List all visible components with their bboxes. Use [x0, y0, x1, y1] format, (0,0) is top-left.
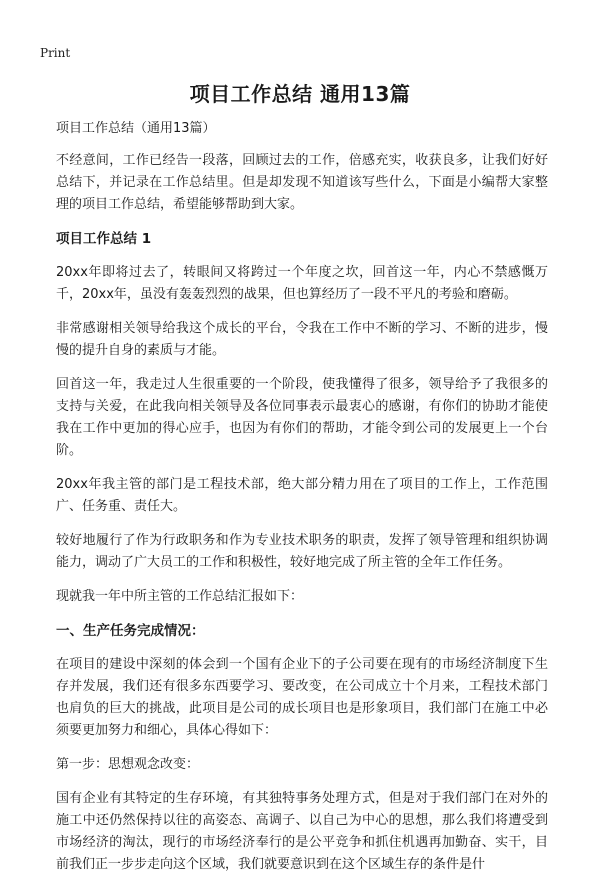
paragraph: 20xx年即将过去了，转眼间又将跨过一个年度之坎，回首这一年，内心不禁感慨万千，20xx年，虽没有轰轰烈烈的战果，但也算经历了一段不平凡的考验和磨砺。	[56, 265, 548, 302]
document-subtitle: 项目工作总结（通用13篇）	[56, 121, 216, 136]
paragraph: 第一步：思想观念改变：	[56, 757, 200, 772]
document-body	[56, 118, 548, 888]
paragraph: 国有企业有其特定的生存环境，有其独特事务处理方式，但是对于我们部门在对外的施工中还仍然保持以往的高姿态、高调子、以自己为中心的思想，那么我们将遭受到市场经济的淘汰，现行的市场经济奉行的是公平竞争和抓住机遇再加勤奋、实干，目前我们正一步步走向这个区域，我们就要意识到在这个区域生存的条件是什	[56, 791, 548, 872]
paragraph: 回首这一年，我走过人生很重要的一个阶段，使我懂得了很多，领导给予了我很多的支持与关爱，在此我向相关领导及各位同事表示最衷心的感谢，有你们的协助才能使我在工作中更加的得心应手，也因为有你们的帮助，才能令到公司的发展更上一个台阶。	[56, 377, 548, 458]
document-title: 项目工作总结 通用13篇	[189, 82, 411, 106]
intro-paragraph: 不经意间，工作已经告一段落，回顾过去的工作，倍感充实，收获良多，让我们好好总结下，并记录在工作总结里。但是却发现不知道该写些什么，下面是小编帮大家整理的项目工作总结，希望能够帮助到大家。	[56, 153, 548, 212]
paragraph: 较好地履行了作为行政职务和作为专业技术职务的职责，发挥了领导管理和组织协调能力，调动了广大员工的工作和积极性，较好地完成了所主管的全年工作任务。	[56, 533, 548, 570]
paragraph: 20xx年我主管的部门是工程技术部，绝大部分精力用在了项目的工作上，工作范围广、任务重、责任大。	[56, 477, 548, 514]
print-label: Print	[40, 46, 71, 60]
section-heading-2: 一、生产任务完成情况：	[56, 623, 205, 639]
paragraph: 在项目的建设中深刻的体会到一个国有企业下的子公司要在现有的市场经济制度下生存并发展，我们还有很多东西要学习、要改变，在公司成立十个月来，工程技术部门也肩负的巨大的挑战，此项目是公司的成长项目也是形象项目，我们部门在施工中必须要更加努力和细心，具体心得如下：	[56, 657, 548, 738]
paragraph: 现就我一年中所主管的工作总结汇报如下：	[56, 589, 304, 604]
paragraph: 非常感谢相关领导给我这个成长的平台，令我在工作中不断的学习、不断的进步，慢慢的提升自身的素质与才能。	[56, 321, 548, 358]
section-heading-1: 项目工作总结 1	[56, 231, 152, 247]
